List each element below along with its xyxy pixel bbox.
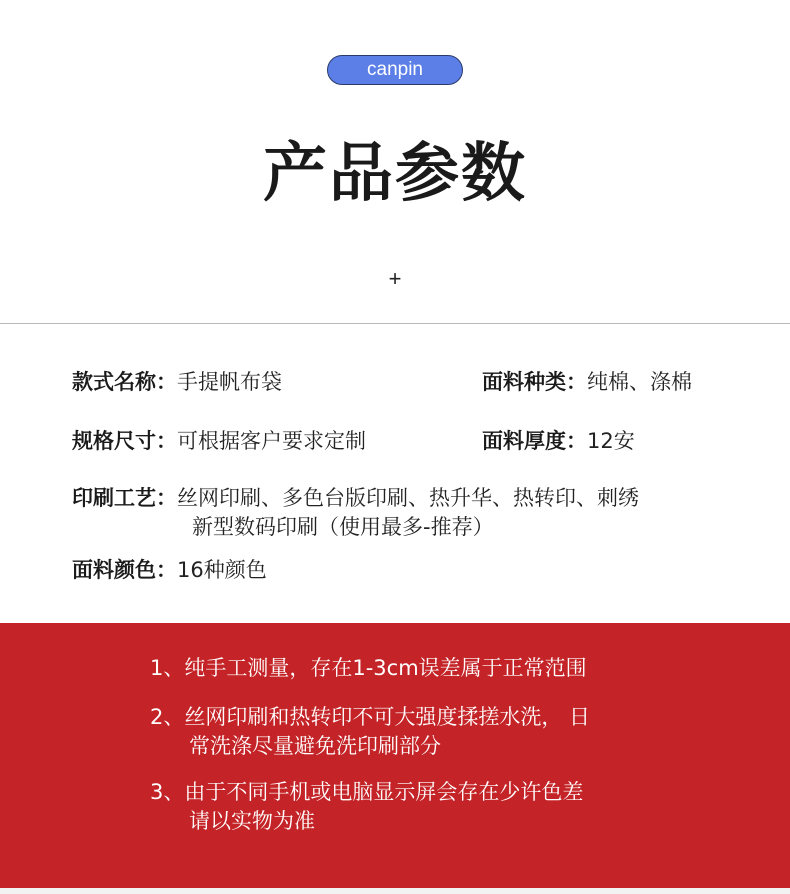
bottom-strip [0,888,790,894]
param-label: 面料厚度： [482,429,587,453]
note-3: 3、由于不同手机或电脑显示屏会存在少许色差 [150,780,584,804]
param-thickness [482,427,635,456]
plus-icon: + [388,266,402,291]
note-3-continued: 请以实物为准 [189,809,315,833]
note-2-continued: 常洗涤尽量避免洗印刷部分 [189,734,441,758]
param-value: 可根据客户要求定制 [177,429,366,453]
param-printing [72,484,639,513]
param-value: 纯棉、涤棉 [587,370,692,394]
param-fabric-type [482,368,692,397]
param-style-name [72,368,282,397]
param-value: 手提帆布袋 [177,370,282,394]
param-value: 16种颜色 [177,558,267,582]
note-1: 1、纯手工测量，存在1-3cm误差属于正常范围 [150,656,587,680]
page-title: 产品参数 [263,137,527,211]
param-label: 印刷工艺： [72,486,177,510]
param-fabric-color [72,556,267,585]
param-label: 规格尺寸： [72,429,177,453]
param-printing-continued [192,513,494,542]
param-value: 新型数码印刷（使用最多-推荐） [192,515,494,539]
param-label: 面料种类： [482,370,587,394]
param-label: 款式名称： [72,370,177,394]
param-value: 丝网印刷、多色台版印刷、热升华、热转印、刺绣 [177,486,639,510]
param-size [72,427,366,456]
param-label: 面料颜色： [72,558,177,582]
note-2: 2、丝网印刷和热转印不可大强度揉搓水洗， 日 [150,705,591,729]
canpin-badge: canpin [327,55,463,85]
param-value: 12安 [587,429,635,453]
divider [0,323,790,324]
